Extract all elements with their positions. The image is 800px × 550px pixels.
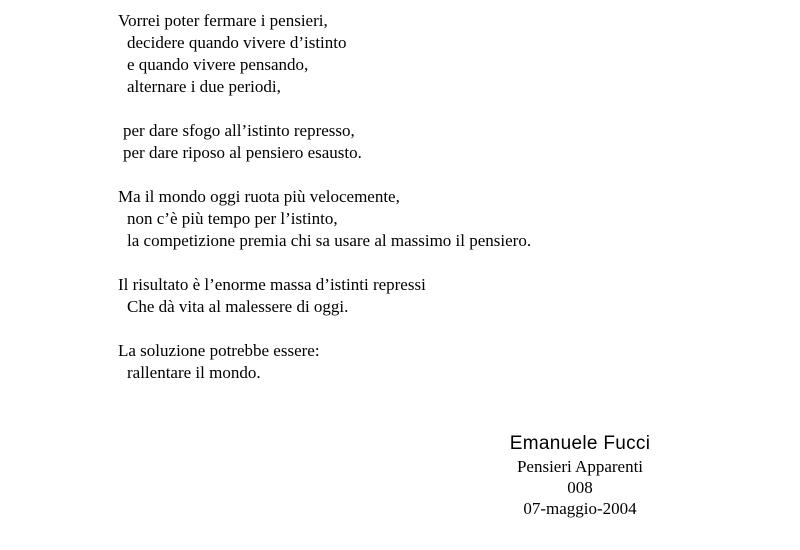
poem-number: 008 bbox=[567, 478, 593, 497]
collection-title: Pensieri Apparenti bbox=[516, 457, 644, 476]
poem-line: per dare sfogo all’istinto represso, bbox=[123, 121, 355, 140]
signature-block bbox=[480, 432, 680, 519]
poem-line: Che dà vita al malessere di oggi. bbox=[127, 297, 349, 316]
poem-line: e quando vivere pensando, bbox=[127, 55, 309, 74]
poem-date: 07-maggio-2004 bbox=[523, 499, 637, 518]
poem-line: rallentare il mondo. bbox=[127, 363, 261, 382]
poem-line: Ma il mondo oggi ruota più velocemente, bbox=[118, 187, 400, 206]
stanza-3 bbox=[118, 186, 778, 252]
stanza-2 bbox=[118, 120, 778, 164]
poem-line: per dare riposo al pensiero esausto. bbox=[123, 143, 362, 162]
poem-line: La soluzione potrebbe essere: bbox=[118, 341, 320, 360]
stanza-1 bbox=[118, 10, 778, 98]
poem-line: Vorrei poter fermare i pensieri, bbox=[118, 11, 328, 30]
poem-line: decidere quando vivere d’istinto bbox=[127, 33, 347, 52]
stanza-5 bbox=[118, 340, 778, 384]
poem-line: non c’è più tempo per l’istinto, bbox=[127, 209, 338, 228]
author-name: Emanuele Fucci bbox=[509, 433, 651, 454]
stanza-4 bbox=[118, 274, 778, 318]
poem bbox=[118, 10, 778, 406]
poem-line: alternare i due periodi, bbox=[127, 77, 281, 96]
poem-line: Il risultato è l’enorme massa d’istinti repressi bbox=[118, 275, 426, 294]
poem-line: la competizione premia chi sa usare al massimo il pensiero. bbox=[127, 231, 532, 250]
